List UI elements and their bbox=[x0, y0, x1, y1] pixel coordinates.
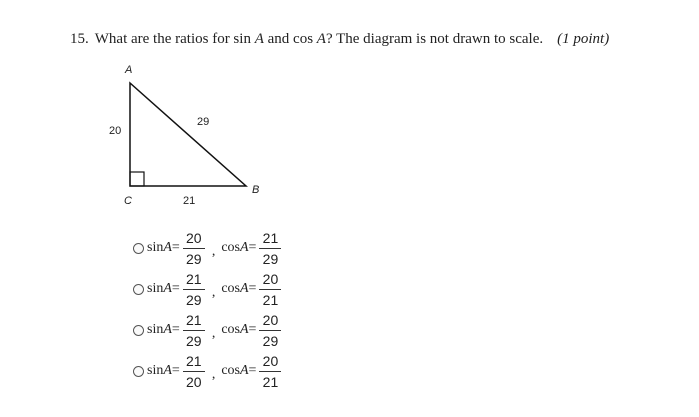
fraction-bar bbox=[183, 289, 205, 290]
separator-comma: , bbox=[211, 326, 216, 341]
sin-label: sin bbox=[147, 322, 164, 337]
sin-label: sin bbox=[147, 240, 164, 255]
question-var-a: A bbox=[254, 31, 264, 47]
question-var-a-2: A bbox=[316, 31, 326, 47]
question-points: (1 point) bbox=[557, 31, 610, 47]
sin-var: A bbox=[163, 322, 172, 337]
cos-denominator: 21 bbox=[262, 373, 279, 390]
sin-denominator: 29 bbox=[186, 332, 202, 349]
triangle-shape bbox=[130, 83, 246, 186]
side-ac-label: 20 bbox=[109, 125, 122, 137]
right-angle-marker bbox=[130, 172, 144, 186]
equals-sign: = bbox=[248, 240, 257, 255]
fraction-bar bbox=[259, 289, 281, 290]
question-text-middle: and cos bbox=[263, 31, 317, 47]
separator-comma: , bbox=[211, 244, 216, 259]
cos-var: A bbox=[239, 281, 249, 296]
answer-choice-3[interactable] bbox=[133, 310, 433, 350]
cos-var: A bbox=[239, 363, 249, 378]
radio-button[interactable] bbox=[133, 284, 144, 295]
cos-denominator: 29 bbox=[262, 332, 279, 349]
answer-choice-1[interactable] bbox=[133, 228, 433, 268]
cos-fraction bbox=[259, 271, 281, 308]
sin-numerator: 21 bbox=[186, 352, 202, 369]
question-text-after: ? The diagram is not drawn to scale. bbox=[325, 31, 544, 47]
answer-choice-2[interactable] bbox=[133, 269, 433, 309]
cos-fraction bbox=[259, 312, 281, 349]
cos-numerator: 21 bbox=[262, 229, 279, 246]
sin-var: A bbox=[163, 363, 172, 378]
sin-label: sin bbox=[147, 281, 164, 296]
equals-sign: = bbox=[248, 281, 257, 296]
equals-sign: = bbox=[171, 240, 180, 255]
separator-comma: , bbox=[211, 367, 216, 382]
cos-fraction bbox=[259, 353, 281, 390]
fraction-bar bbox=[183, 330, 205, 331]
equals-sign: = bbox=[248, 322, 257, 337]
equals-sign: = bbox=[171, 363, 180, 378]
fraction-bar bbox=[259, 371, 281, 372]
sin-numerator: 21 bbox=[186, 311, 202, 328]
cos-fraction bbox=[259, 230, 281, 267]
equals-sign: = bbox=[248, 363, 257, 378]
question-text bbox=[70, 30, 609, 48]
sin-numerator: 20 bbox=[186, 229, 202, 246]
cos-label: cos bbox=[221, 281, 240, 296]
radio-button[interactable] bbox=[133, 366, 144, 377]
sin-fraction bbox=[183, 271, 205, 308]
vertex-a-label: A bbox=[125, 64, 133, 76]
fraction-bar bbox=[183, 371, 205, 372]
side-cb-label: 21 bbox=[183, 195, 196, 207]
sin-denominator: 29 bbox=[186, 291, 202, 308]
sin-denominator: 29 bbox=[186, 250, 202, 267]
cos-label: cos bbox=[221, 363, 240, 378]
sin-var: A bbox=[163, 240, 172, 255]
triangle-diagram bbox=[100, 58, 280, 218]
sin-denominator: 20 bbox=[186, 373, 202, 390]
equals-sign: = bbox=[171, 281, 180, 296]
cos-denominator: 29 bbox=[262, 250, 279, 267]
sin-numerator: 21 bbox=[186, 270, 202, 287]
cos-numerator: 20 bbox=[262, 270, 279, 287]
fraction-bar bbox=[259, 330, 281, 331]
vertex-c-label: C bbox=[124, 195, 132, 207]
fraction-bar bbox=[259, 248, 281, 249]
cos-var: A bbox=[239, 240, 249, 255]
sin-var: A bbox=[163, 281, 172, 296]
choice-expression bbox=[147, 312, 284, 349]
sin-fraction bbox=[183, 230, 205, 267]
equals-sign: = bbox=[171, 322, 180, 337]
sin-fraction bbox=[183, 312, 205, 349]
choice-expression bbox=[147, 271, 284, 308]
answer-choice-4[interactable] bbox=[133, 351, 433, 391]
cos-label: cos bbox=[221, 240, 240, 255]
cos-label: cos bbox=[221, 322, 240, 337]
radio-button[interactable] bbox=[133, 325, 144, 336]
sin-fraction bbox=[183, 353, 205, 390]
separator-comma: , bbox=[211, 285, 216, 300]
question-text-before: What are the ratios for sin bbox=[94, 31, 255, 47]
radio-button[interactable] bbox=[133, 243, 144, 254]
question-number: 15. bbox=[70, 31, 89, 47]
vertex-b-label: B bbox=[252, 184, 260, 196]
choice-expression bbox=[147, 353, 284, 390]
cos-numerator: 20 bbox=[262, 352, 279, 369]
fraction-bar bbox=[183, 248, 205, 249]
choice-expression bbox=[147, 230, 284, 267]
cos-var: A bbox=[239, 322, 249, 337]
sin-label: sin bbox=[147, 363, 164, 378]
cos-denominator: 21 bbox=[262, 291, 279, 308]
side-ab-label: 29 bbox=[197, 116, 210, 128]
cos-numerator: 20 bbox=[262, 311, 279, 328]
